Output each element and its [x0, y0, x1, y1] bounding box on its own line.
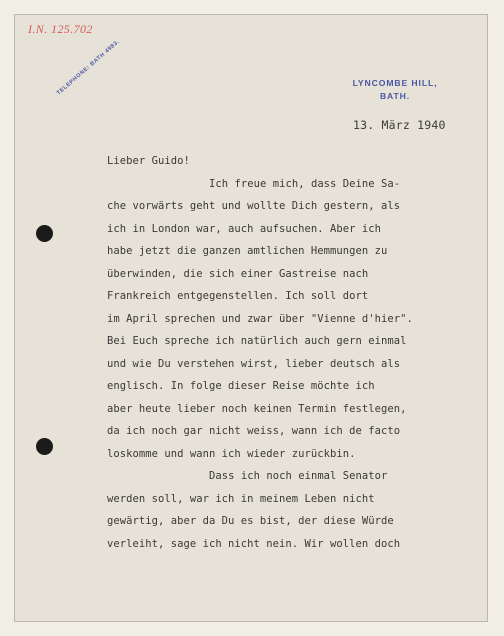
body-line: Ich freue mich, dass Deine Sa-	[209, 177, 401, 190]
body-line: verleiht, sage ich nicht nein. Wir wollen doch	[107, 537, 401, 550]
body-line: habe jetzt die ganzen amtlichen Hemmungen zu	[107, 245, 388, 257]
punch-hole-top	[36, 225, 53, 242]
body-line: Dass ich noch einmal Senator	[209, 470, 388, 482]
body-line: aber heute lieber noch keinen Termin festlegen,	[107, 402, 407, 415]
body-line: da ich noch gar nicht weiss, wann ich de facto	[107, 425, 401, 437]
body-line: loskomme und wann ich wieder zurückbin.	[107, 447, 356, 460]
body-line: im April sprechen und zwar über "Vienne d'hier".	[107, 312, 413, 325]
body-line: und wie Du verstehen wirst, lieber deutsch als	[107, 357, 401, 370]
body-line: ich in London war, auch aufsuchen. Aber ich	[107, 222, 381, 235]
letterhead-line-1: LYNCOMBE HILL,	[352, 78, 438, 88]
archive-number: I.N. 125.702	[28, 22, 93, 36]
body-line: englisch. In folge dieser Reise möchte ich	[107, 380, 375, 392]
body-line: che vorwärts geht und wollte Dich gestern, als	[107, 200, 401, 212]
salutation: Lieber Guido!	[107, 155, 190, 167]
letter-date: 13. März 1940	[353, 118, 446, 132]
body-line: Bei Euch spreche ich natürlich auch gern einmal	[107, 335, 407, 347]
letterhead-line-2: BATH.	[379, 91, 411, 101]
telephone-imprint: TELEPHONE: BATH 4983.	[56, 38, 121, 97]
body-line: Frankreich entgegenstellen. Ich soll dort	[107, 290, 369, 302]
letterhead-address	[335, 77, 455, 103]
punch-hole-bottom	[36, 438, 53, 455]
letter-body	[107, 150, 482, 555]
body-line: überwinden, die sich einer Gastreise nach	[107, 267, 369, 280]
body-line: gewärtig, aber da Du es bist, der diese Würde	[107, 515, 394, 527]
body-line: werden soll, war ich in meinem Leben nicht	[107, 492, 375, 505]
